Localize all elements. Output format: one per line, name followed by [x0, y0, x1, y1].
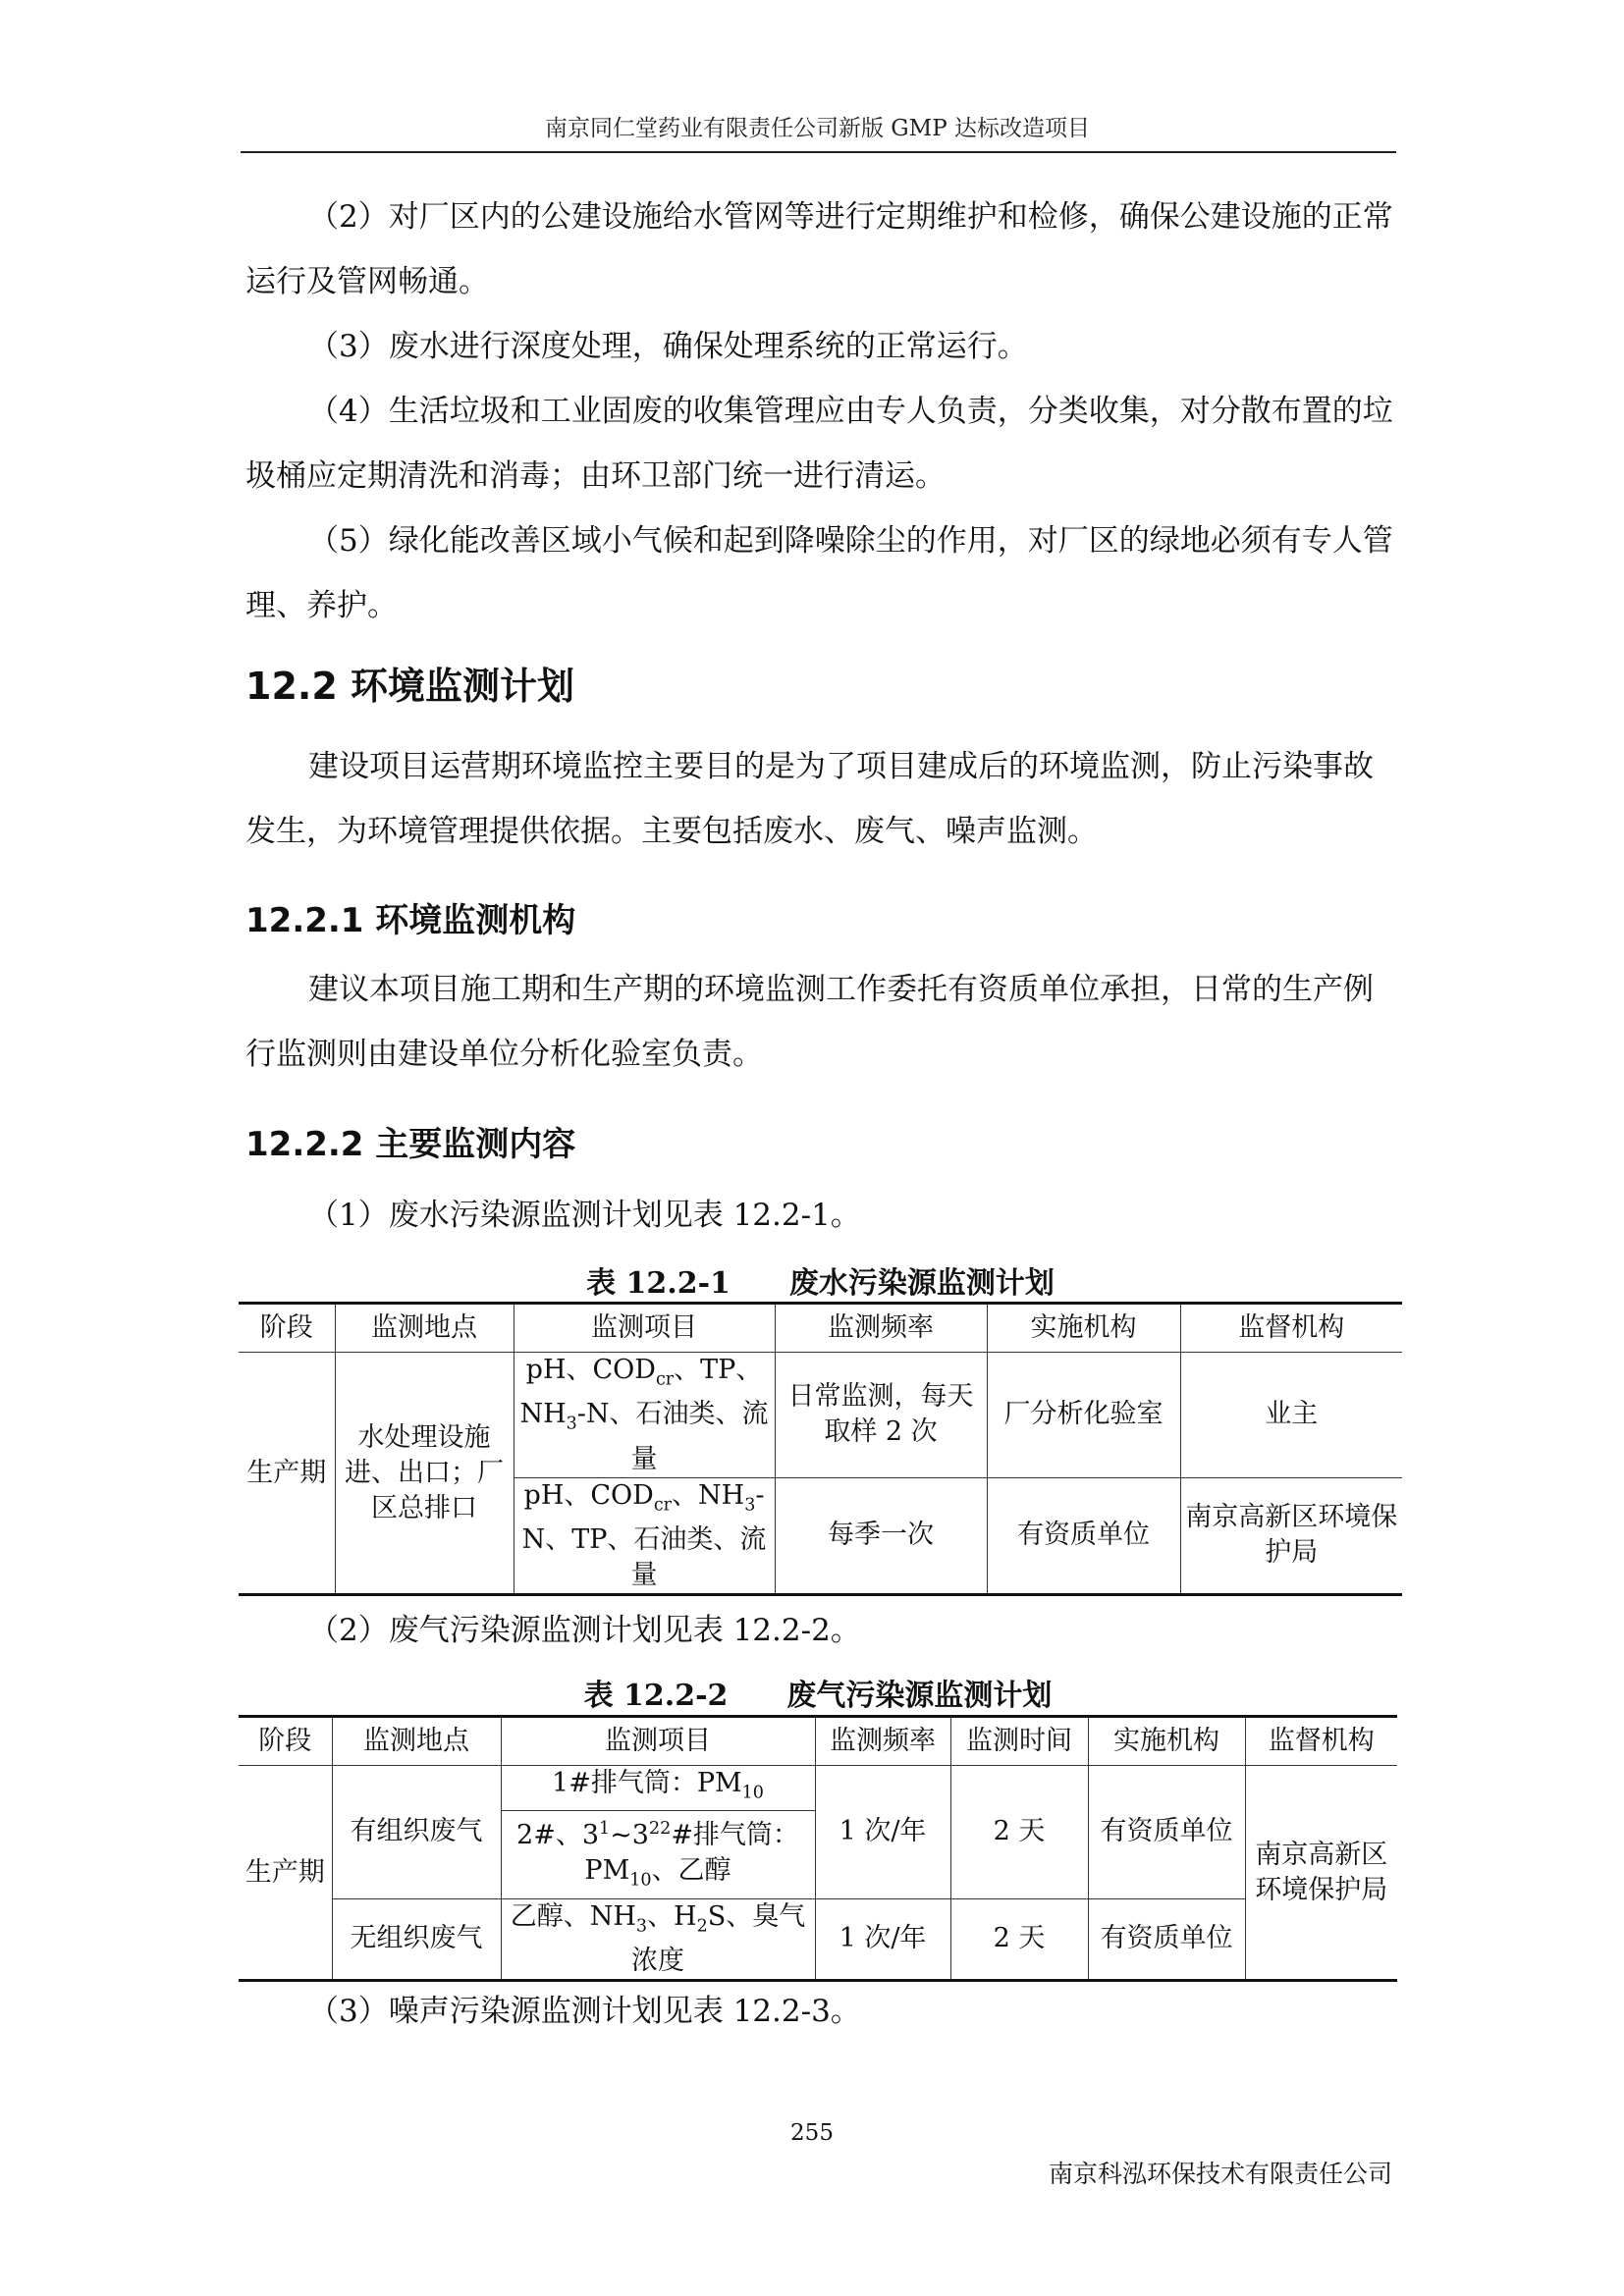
table-header-cell: 阶段 — [239, 1717, 332, 1766]
stage-cell: 生产期 — [239, 1353, 335, 1595]
super-cell: 南京高新区环境保护局 — [1245, 1766, 1397, 1981]
table-header-cell: 监督机构 — [1180, 1304, 1402, 1353]
items-cell: pH、$COD_{cr}$、TP、$NH_3-N$、石油类、流量 — [514, 1353, 775, 1478]
table-header-cell: 监督机构 — [1245, 1717, 1397, 1766]
table-header-cell: 监测地点 — [332, 1717, 501, 1766]
paragraph-4: （4）生活垃圾和工业固废的收集管理应由专人负责，分类收集，对分散布置的垃圾桶应定期清洗和消毒；由环卫部门统一进行清运。 — [245, 394, 1393, 494]
table-header-row — [239, 1717, 1397, 1766]
table-header-cell: 阶段 — [239, 1304, 335, 1353]
water-ref-paragraph: （1）废水污染源监测计划见表 12.2-1。 — [308, 1198, 861, 1233]
gas-ref-paragraph: （2）废气污染源监测计划见表 12.2-2。 — [308, 1613, 861, 1648]
paragraph-2: （2）对厂区内的公建设施给水管网等进行定期维护和检修，确保公建设施的正常运行及管网畅通。 — [245, 199, 1393, 299]
table-header-cell: 监测频率 — [775, 1304, 987, 1353]
water-monitoring-table — [239, 1302, 1402, 1596]
paragraph-5: （5）绿化能改善区域小气候和起到降噪除尘的作用，对厂区的绿地必须有专人管理、养护。 — [245, 523, 1393, 623]
table-row — [239, 1766, 1397, 1811]
items-cell: 1#排气筒：$PM_{10}$ — [501, 1766, 815, 1811]
impl-cell: 有资质单位 — [1088, 1766, 1245, 1899]
gas-monitoring-table — [239, 1715, 1397, 1982]
table-header-cell: 监测时间 — [950, 1717, 1088, 1766]
heading-12-2: 12.2 环境监测计划 — [245, 665, 574, 708]
items-cell: pH、$COD_{cr}$、$NH_3-N$、TP、石油类、流量 — [514, 1477, 775, 1594]
table-header-cell: 实施机构 — [1088, 1717, 1245, 1766]
items-cell: 2#、$3^1\sim 3^{22}\#$排气筒：$PM_{10}$、乙醇 — [501, 1811, 815, 1898]
stage-cell: 生产期 — [239, 1766, 332, 1981]
table-row — [239, 1898, 1397, 1980]
table-header-row — [239, 1304, 1402, 1353]
noise-ref-paragraph: （3）噪声污染源监测计划见表 12.2-3。 — [308, 1994, 861, 2029]
heading-12-2-1: 12.2.1 环境监测机构 — [245, 901, 576, 940]
page-number: 255 — [790, 2120, 834, 2146]
table-header-cell: 监测地点 — [335, 1304, 514, 1353]
super-cell: 南京高新区环境保护局 — [1180, 1477, 1402, 1594]
intro-paragraph: 建设项目运营期环境监控主要目的是为了项目建成后的环境监测，防止污染事故发生，为环境管理提供依据。主要包括废水、废气、噪声监测。 — [245, 749, 1374, 849]
table-header-cell: 监测频率 — [815, 1717, 950, 1766]
freq-cell: 1 次/年 — [815, 1766, 950, 1899]
table-header-cell: 实施机构 — [987, 1304, 1180, 1353]
items-cell: 乙醇、$NH_3$、$H_2S$、臭气浓度 — [501, 1898, 815, 1980]
freq-cell: 日常监测，每天取样 2 次 — [775, 1353, 987, 1478]
org-paragraph: 建议本项目施工期和生产期的环境监测工作委托有资质单位承担，日常的生产例行监测则由建设单位分析化验室负责。 — [245, 972, 1374, 1072]
table-row — [239, 1353, 1402, 1478]
table-header-cell: 监测项目 — [501, 1717, 815, 1766]
location-cell: 无组织废气 — [332, 1898, 501, 1980]
heading-12-2-2: 12.2.2 主要监测内容 — [245, 1125, 576, 1164]
impl-cell: 有资质单位 — [1088, 1898, 1245, 1980]
impl-cell: 有资质单位 — [987, 1477, 1180, 1594]
super-cell: 业主 — [1180, 1353, 1402, 1478]
location-cell: 有组织废气 — [332, 1766, 501, 1899]
paragraph-3: （3）废水进行深度处理，确保处理系统的正常运行。 — [308, 329, 1028, 364]
time-cell: 2 天 — [950, 1766, 1088, 1899]
header-divider — [241, 151, 1396, 153]
table1-caption: 表 12.2-1 废水污染源监测计划 — [586, 1266, 1055, 1301]
location-cell: 水处理设施进、出口；厂区总排口 — [335, 1353, 514, 1595]
time-cell: 2 天 — [950, 1898, 1088, 1980]
table2-caption: 表 12.2-2 废气污染源监测计划 — [583, 1679, 1053, 1713]
freq-cell: 1 次/年 — [815, 1898, 950, 1980]
impl-cell: 厂分析化验室 — [987, 1353, 1180, 1478]
freq-cell: 每季一次 — [775, 1477, 987, 1594]
table-header-cell: 监测项目 — [514, 1304, 775, 1353]
page-header: 南京同仁堂药业有限责任公司新版 GMP 达标改造项目 — [544, 116, 1091, 141]
footer-company: 南京科泓环保技术有限责任公司 — [1048, 2160, 1392, 2188]
